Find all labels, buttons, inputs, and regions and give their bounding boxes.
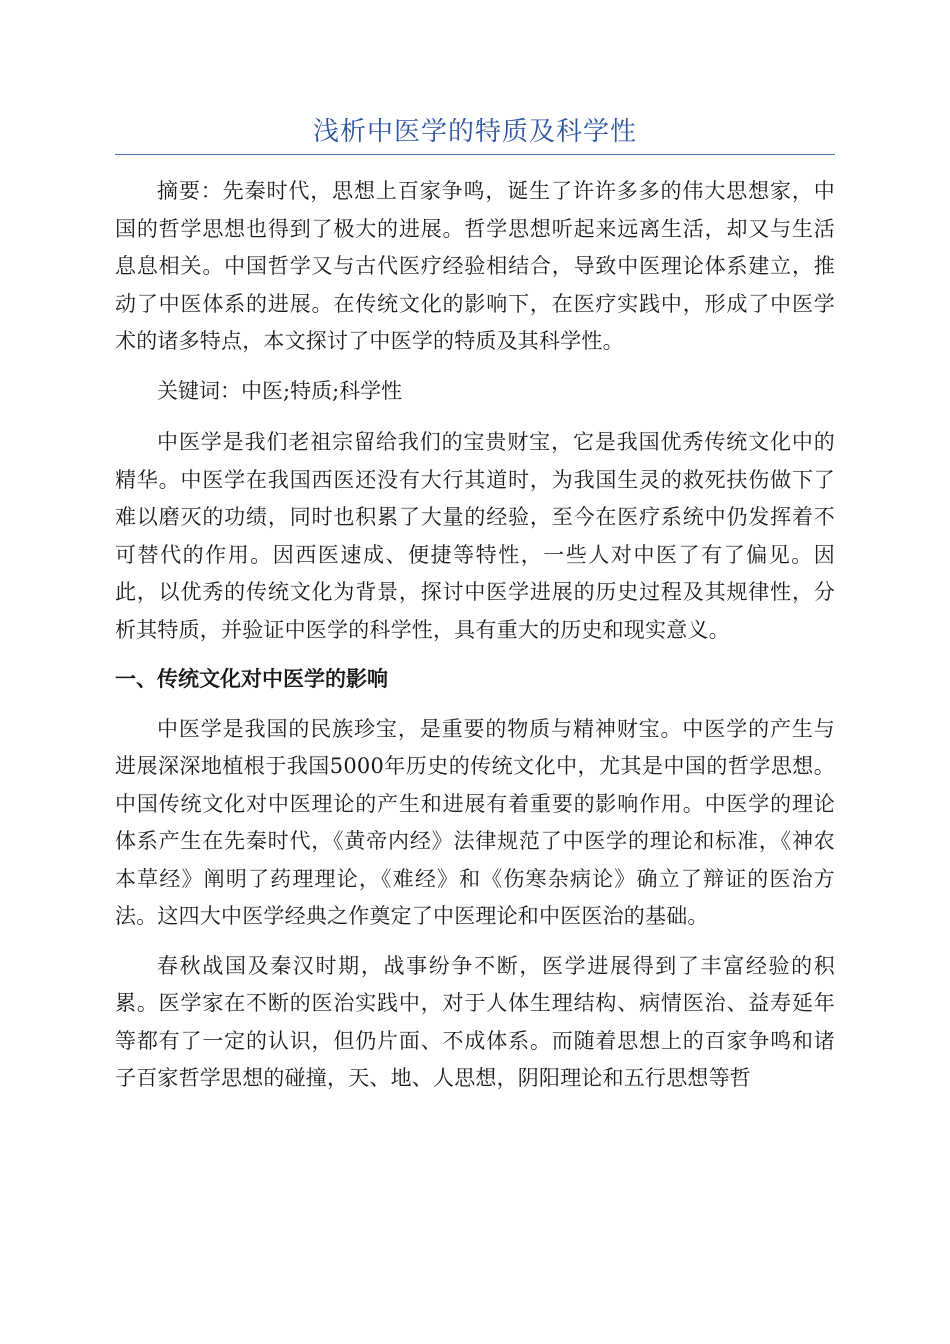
abstract-paragraph: 摘要：先秦时代，思想上百家争鸣，诞生了许许多多的伟大思想家，中国的哲学思想也得到了极大的进展。哲学思想听起来远离生活，却又与生活息息相关。中国哲学又与古代医疗经验相结合，导致中医理论体系建立，推动了中医体系的进展。在传统文化的影响下，在医疗实践中，形成了中医学术的诸多特点，本文探讨了中医学的特质及其科学性。 (115, 179, 835, 353)
section-heading-1: 一、传统文化对中医学的影响 (115, 667, 388, 691)
keywords-line: 关键词：中医;特质;科学性 (157, 378, 403, 403)
document-title: 浅析中医学的特质及科学性 (115, 112, 835, 155)
document-page (115, 112, 835, 1110)
section1-paragraph-2: 春秋战国及秦汉时期，战事纷争不断，医学进展得到了丰富经验的积累。医学家在不断的医治实践中，对于人体生理结构、病情医治、益寿延年等都有了一定的认识，但仍片面、不成体系。而随着思想上的百家争鸣和诸子百家哲学思想的碰撞，天、地、人思想，阴阳理论和五行思想等哲 (115, 953, 835, 1090)
section1-paragraph-1: 中医学是我国的民族珍宝，是重要的物质与精神财宝。中医学的产生与进展深深地植根于我国5000年历史的传统文化中，尤其是中国的哲学思想。中国传统文化对中医理论的产生和进展有着重要的影响作用。中医学的理论体系产生在先秦时代，《黄帝内经》法律规范了中医学的理论和标准，《神农本草经》阐明了药理理论，《难经》和《伤寒杂病论》确立了辩证的医治方法。这四大中医学经典之作奠定了中医理论和中医医治的基础。 (115, 716, 835, 928)
intro-paragraph: 中医学是我们老祖宗留给我们的宝贵财宝，它是我国优秀传统文化中的精华。中医学在我国西医还没有大行其道时，为我国生灵的救死扶伤做下了难以磨灭的功绩，同时也积累了大量的经验，至今在医疗系统中仍发挥着不可替代的作用。因西医速成、便捷等特性，一些人对中医了有了偏见。因此，以优秀的传统文化为背景，探讨中医学进展的历史过程及其规律性，分析其特质，并验证中医学的科学性，具有重大的历史和现实意义。 (115, 430, 835, 642)
